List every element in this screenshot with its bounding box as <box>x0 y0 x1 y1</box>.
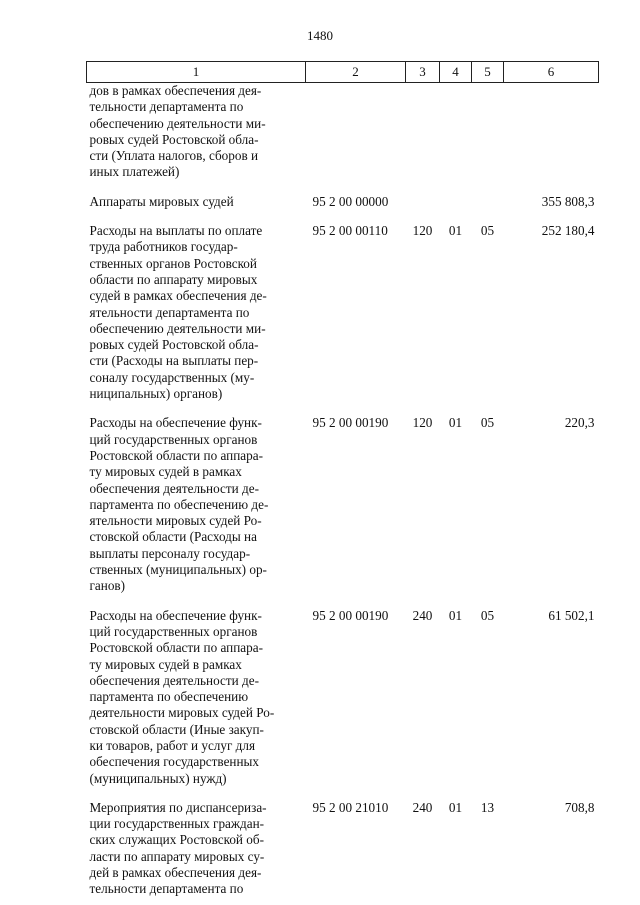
description-line: ций государственных органов <box>89 431 258 447</box>
target-article-code: 95 2 00 00190 <box>312 607 389 623</box>
section-code: 01 <box>448 799 463 815</box>
description-line: ганов) <box>89 578 126 594</box>
table-row <box>87 194 599 223</box>
target-article-code: 95 2 00 00110 <box>312 223 388 239</box>
description-line: Аппараты мировых судей <box>89 193 234 209</box>
description-line: выплаты персоналу государ- <box>89 545 251 561</box>
description-line: обеспечению деятельности ми- <box>89 115 266 131</box>
description-line: области по аппарату мировых <box>89 271 258 287</box>
description-line: стовской области (Иные закуп- <box>89 721 264 737</box>
description-line: сти (Уплата налогов, сборов и <box>89 148 259 164</box>
description-line: Ростовской области по аппара- <box>89 640 263 656</box>
description-line: ласти по аппарату мировых су- <box>89 848 265 864</box>
budget-table <box>86 61 599 898</box>
description-line: обеспечению деятельности ми- <box>89 320 266 336</box>
amount: 708,8 <box>564 799 595 815</box>
amount: 220,3 <box>564 415 595 431</box>
description-line: ниципальных) органов) <box>89 386 223 402</box>
column-header-1: 1 <box>87 62 306 83</box>
description-line: дов в рамках обеспечения дея- <box>89 83 262 98</box>
section-code: 01 <box>448 415 463 431</box>
expense-type-code: 120 <box>412 415 433 431</box>
description-line: сти (Расходы на выплаты пер- <box>89 353 259 369</box>
description-line: ственных органов Ростовской <box>89 255 257 271</box>
column-header-2: 2 <box>306 62 406 83</box>
column-header-4: 4 <box>440 62 472 83</box>
column-header-3: 3 <box>406 62 440 83</box>
description-line: соналу государственных (му- <box>89 369 255 385</box>
column-header-6: 6 <box>504 62 599 83</box>
subsection-code: 05 <box>480 415 495 431</box>
description-line: ских служащих Ростовской об- <box>89 832 264 848</box>
amount <box>504 83 599 194</box>
amount: 61 502,1 <box>548 607 595 623</box>
description-line: ки товаров, работ и услуг для <box>89 737 256 753</box>
expense-type-code: 240 <box>412 799 433 815</box>
expense-type-code <box>406 83 440 194</box>
description-line: Мероприятия по диспансеризa- <box>89 799 267 815</box>
description-line: стовской области (Расходы на <box>89 529 257 545</box>
description-line: Расходы на выплаты по оплате <box>89 223 263 239</box>
table-row <box>87 415 599 607</box>
row-description <box>87 194 306 223</box>
row-description <box>87 223 306 415</box>
table-row <box>87 223 599 415</box>
column-number-header-row <box>87 62 599 83</box>
table-row <box>87 800 599 898</box>
subsection-code <box>472 83 504 194</box>
row-description <box>87 608 306 800</box>
row-description <box>87 83 306 194</box>
description-line: Расходы на обеспечение функ- <box>89 415 262 431</box>
subsection-code: 13 <box>480 799 495 815</box>
description-line: обеспечения деятельности де- <box>89 480 259 496</box>
description-line: иных платежей) <box>89 164 180 180</box>
description-line: дей в рамках обеспечения дея- <box>89 865 262 881</box>
section-code <box>440 83 472 194</box>
description-line: Расходы на обеспечение функ- <box>89 607 262 623</box>
row-description <box>87 415 306 607</box>
section-code <box>440 194 472 223</box>
target-article-code: 95 2 00 00190 <box>312 415 389 431</box>
table-row <box>87 83 599 194</box>
section-code: 01 <box>448 607 463 623</box>
description-line: (муниципальных) нужд) <box>89 770 227 786</box>
description-line: ции государственных граждан- <box>89 816 265 832</box>
column-header-5: 5 <box>472 62 504 83</box>
description-line: тельности департамента по <box>89 881 244 897</box>
page-number: 1480 <box>307 28 333 43</box>
amount: 252 180,4 <box>541 223 595 239</box>
description-line: ровых судей Ростовской обла- <box>89 131 259 147</box>
section-code: 01 <box>448 223 463 239</box>
description-line: обеспечения государственных <box>89 754 259 770</box>
description-line: ту мировых судей в рамках <box>89 656 242 672</box>
row-description <box>87 800 306 898</box>
description-line: труда работников государ- <box>89 239 238 255</box>
table-row <box>87 608 599 800</box>
description-line: тельности департамента по <box>89 99 244 115</box>
description-line: обеспечения деятельности де- <box>89 672 259 688</box>
target-article-code: 95 2 00 21010 <box>312 799 389 815</box>
expense-type-code: 120 <box>412 223 433 239</box>
amount: 355 808,3 <box>541 193 595 209</box>
description-line: ций государственных органов <box>89 623 258 639</box>
subsection-code: 05 <box>480 607 495 623</box>
description-line: ственных (муниципальных) ор- <box>89 562 267 578</box>
subsection-code <box>472 194 504 223</box>
description-line: ятельности мировых судей Ро- <box>89 513 262 529</box>
subsection-code: 05 <box>480 223 495 239</box>
description-line: Ростовской области по аппара- <box>89 447 263 463</box>
description-line: партамента по обеспечению де- <box>89 496 269 512</box>
description-line: ту мировых судей в рамках <box>89 464 242 480</box>
description-line: ровых судей Ростовской обла- <box>89 337 259 353</box>
expense-type-code: 240 <box>412 607 433 623</box>
description-line: партамента по обеспечению <box>89 689 249 705</box>
description-line: ятельности департамента по <box>89 304 250 320</box>
expense-type-code <box>406 194 440 223</box>
target-article-code <box>306 83 406 194</box>
description-line: деятельности мировых судей Ро- <box>89 705 275 721</box>
target-article-code: 95 2 00 00000 <box>312 193 389 209</box>
description-line: судей в рамках обеспечения де- <box>89 288 267 304</box>
